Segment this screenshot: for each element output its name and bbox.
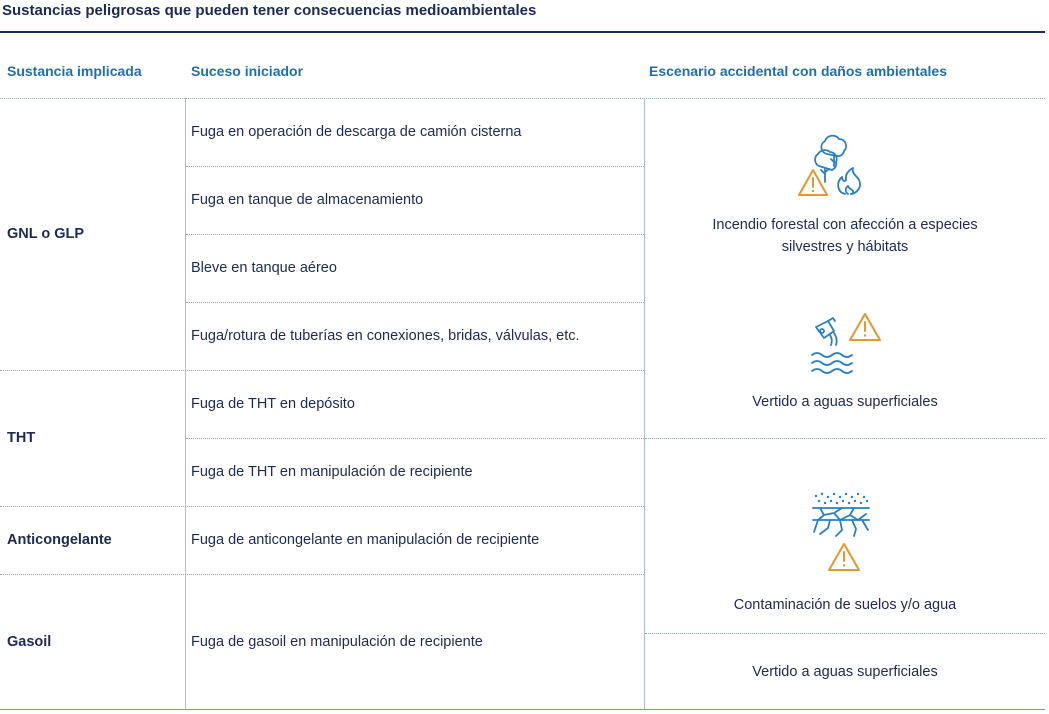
substance-cell: Anticongelante xyxy=(7,532,112,548)
event-cell: Fuga de anticongelante en manipulación de recipiente xyxy=(191,532,540,548)
event-cell: Fuga de THT en manipulación de recipiente xyxy=(191,464,473,480)
substance-cell: GNL o GLP xyxy=(7,226,85,242)
substance-cell: Gasoil xyxy=(7,634,52,650)
scenario-soil: Contaminación de suelos y/o agua xyxy=(733,597,957,613)
soil-contamination-warning-icon xyxy=(810,490,874,580)
page-title: Sustancias peligrosas que pueden tener consecuencias medioambientales xyxy=(2,2,537,19)
event-cell: Fuga en tanque de almacenamiento xyxy=(191,192,424,208)
row-divider xyxy=(186,302,644,303)
scenario-fire-line2: silvestres y hábitats xyxy=(781,239,909,255)
event-cell: Fuga en operación de descarga de camión cisterna xyxy=(191,124,522,140)
event-cell: Fuga/rotura de tuberías en conexiones, bridas, válvulas, etc. xyxy=(191,328,580,344)
title-rule xyxy=(0,31,1045,33)
row-divider xyxy=(0,574,644,575)
header-substance: Sustancia implicada xyxy=(7,63,142,79)
header-scenario: Escenario accidental con daños ambientales xyxy=(649,63,947,79)
scenario-fire-line1: Incendio forestal con afección a especies xyxy=(712,217,978,233)
substance-cell: THT xyxy=(7,430,36,446)
bottom-rule xyxy=(0,709,1045,710)
event-cell: Fuga de gasoil en manipulación de recipiente xyxy=(191,634,483,650)
row-divider xyxy=(186,166,644,167)
row-divider xyxy=(186,234,644,235)
scenario-spill-2: Vertido a aguas superficiales xyxy=(752,664,938,680)
header-divider xyxy=(0,98,1045,99)
column-divider-1 xyxy=(185,98,186,709)
water-spill-warning-icon xyxy=(806,311,886,381)
event-cell: Bleve en tanque aéreo xyxy=(191,260,337,276)
scenario-spill: Vertido a aguas superficiales xyxy=(752,394,938,410)
forest-fire-warning-icon xyxy=(795,132,871,202)
event-cell: Fuga de THT en depósito xyxy=(191,396,355,412)
row-divider xyxy=(0,506,644,507)
row-divider xyxy=(186,438,644,439)
scenario-divider xyxy=(645,633,1045,634)
row-divider xyxy=(0,370,644,371)
scenario-divider xyxy=(645,438,1045,439)
header-event: Suceso iniciador xyxy=(191,63,304,79)
